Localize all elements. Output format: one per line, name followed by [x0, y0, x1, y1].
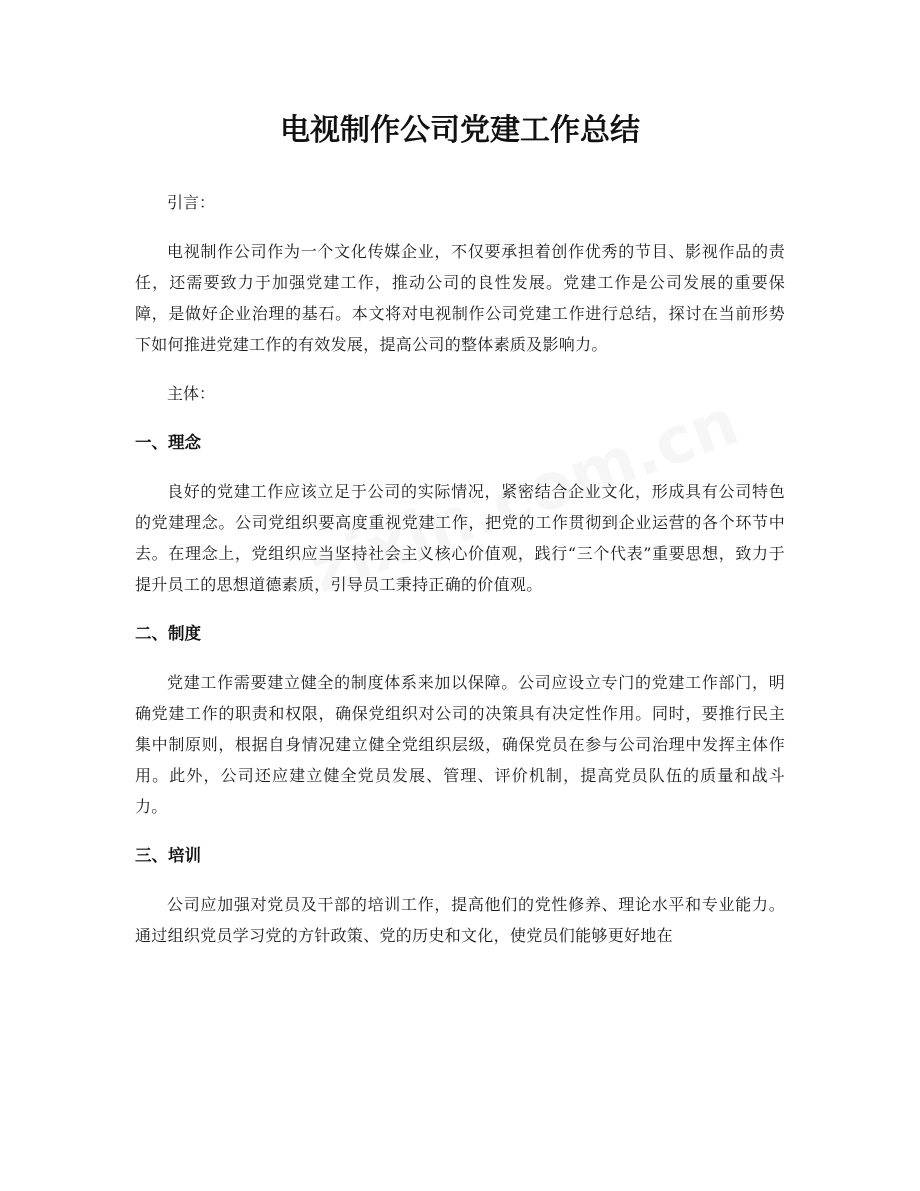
section-paragraph-1: 良好的党建工作应该立足于公司的实际情况，紧密结合企业文化，形成具有公司特色的党建理念。公司党组织要高度重视党建工作，把党的工作贯彻到企业运营的各个环节中去。在理念上，党组织应当坚持社会主义核心价值观，践行“三个代表”重要思想，致力于提升员工的思想道德素质，引导员工秉持正确的价值观。 [135, 482, 785, 594]
section-heading-3: 三、培训 [135, 846, 201, 865]
intro-label: 引言： [167, 193, 216, 212]
intro-paragraph: 电视制作公司作为一个文化传媒企业，不仅要承担着创作优秀的节目、影视作品的责任，还需要致力于加强党建工作，推动公司的良性发展。党建工作是公司发展的重要保障，是做好企业治理的基石。本文将对电视制作公司党建工作进行总结，探讨在当前形势下如何推进党建工作的有效发展，提高公司的整体素质及影响力。 [135, 242, 785, 354]
section-heading-2: 二、制度 [135, 624, 201, 643]
section-paragraph-3: 公司应加强对党员及干部的培训工作，提高他们的党性修养、理论水平和专业能力。通过组织党员学习党的方针政策、党的历史和文化，使党员们能够更好地在 [135, 895, 785, 945]
document-title: 电视制作公司党建工作总结 [280, 113, 640, 148]
document-page [135, 0, 785, 951]
section-heading-1: 一、理念 [135, 433, 201, 452]
body-label: 主体： [167, 384, 216, 403]
section-paragraph-2: 党建工作需要建立健全的制度体系来加以保障。公司应设立专门的党建工作部门，明确党建工作的职责和权限，确保党组织对公司的决策具有决定性作用。同时，要推行民主集中制原则，根据自身情况建立健全党组织层级，确保党员在参与公司治理中发挥主体作用。此外，公司还应建立健全党员发展、管理、评价机制，提高党员队伍的质量和战斗力。 [135, 673, 785, 816]
